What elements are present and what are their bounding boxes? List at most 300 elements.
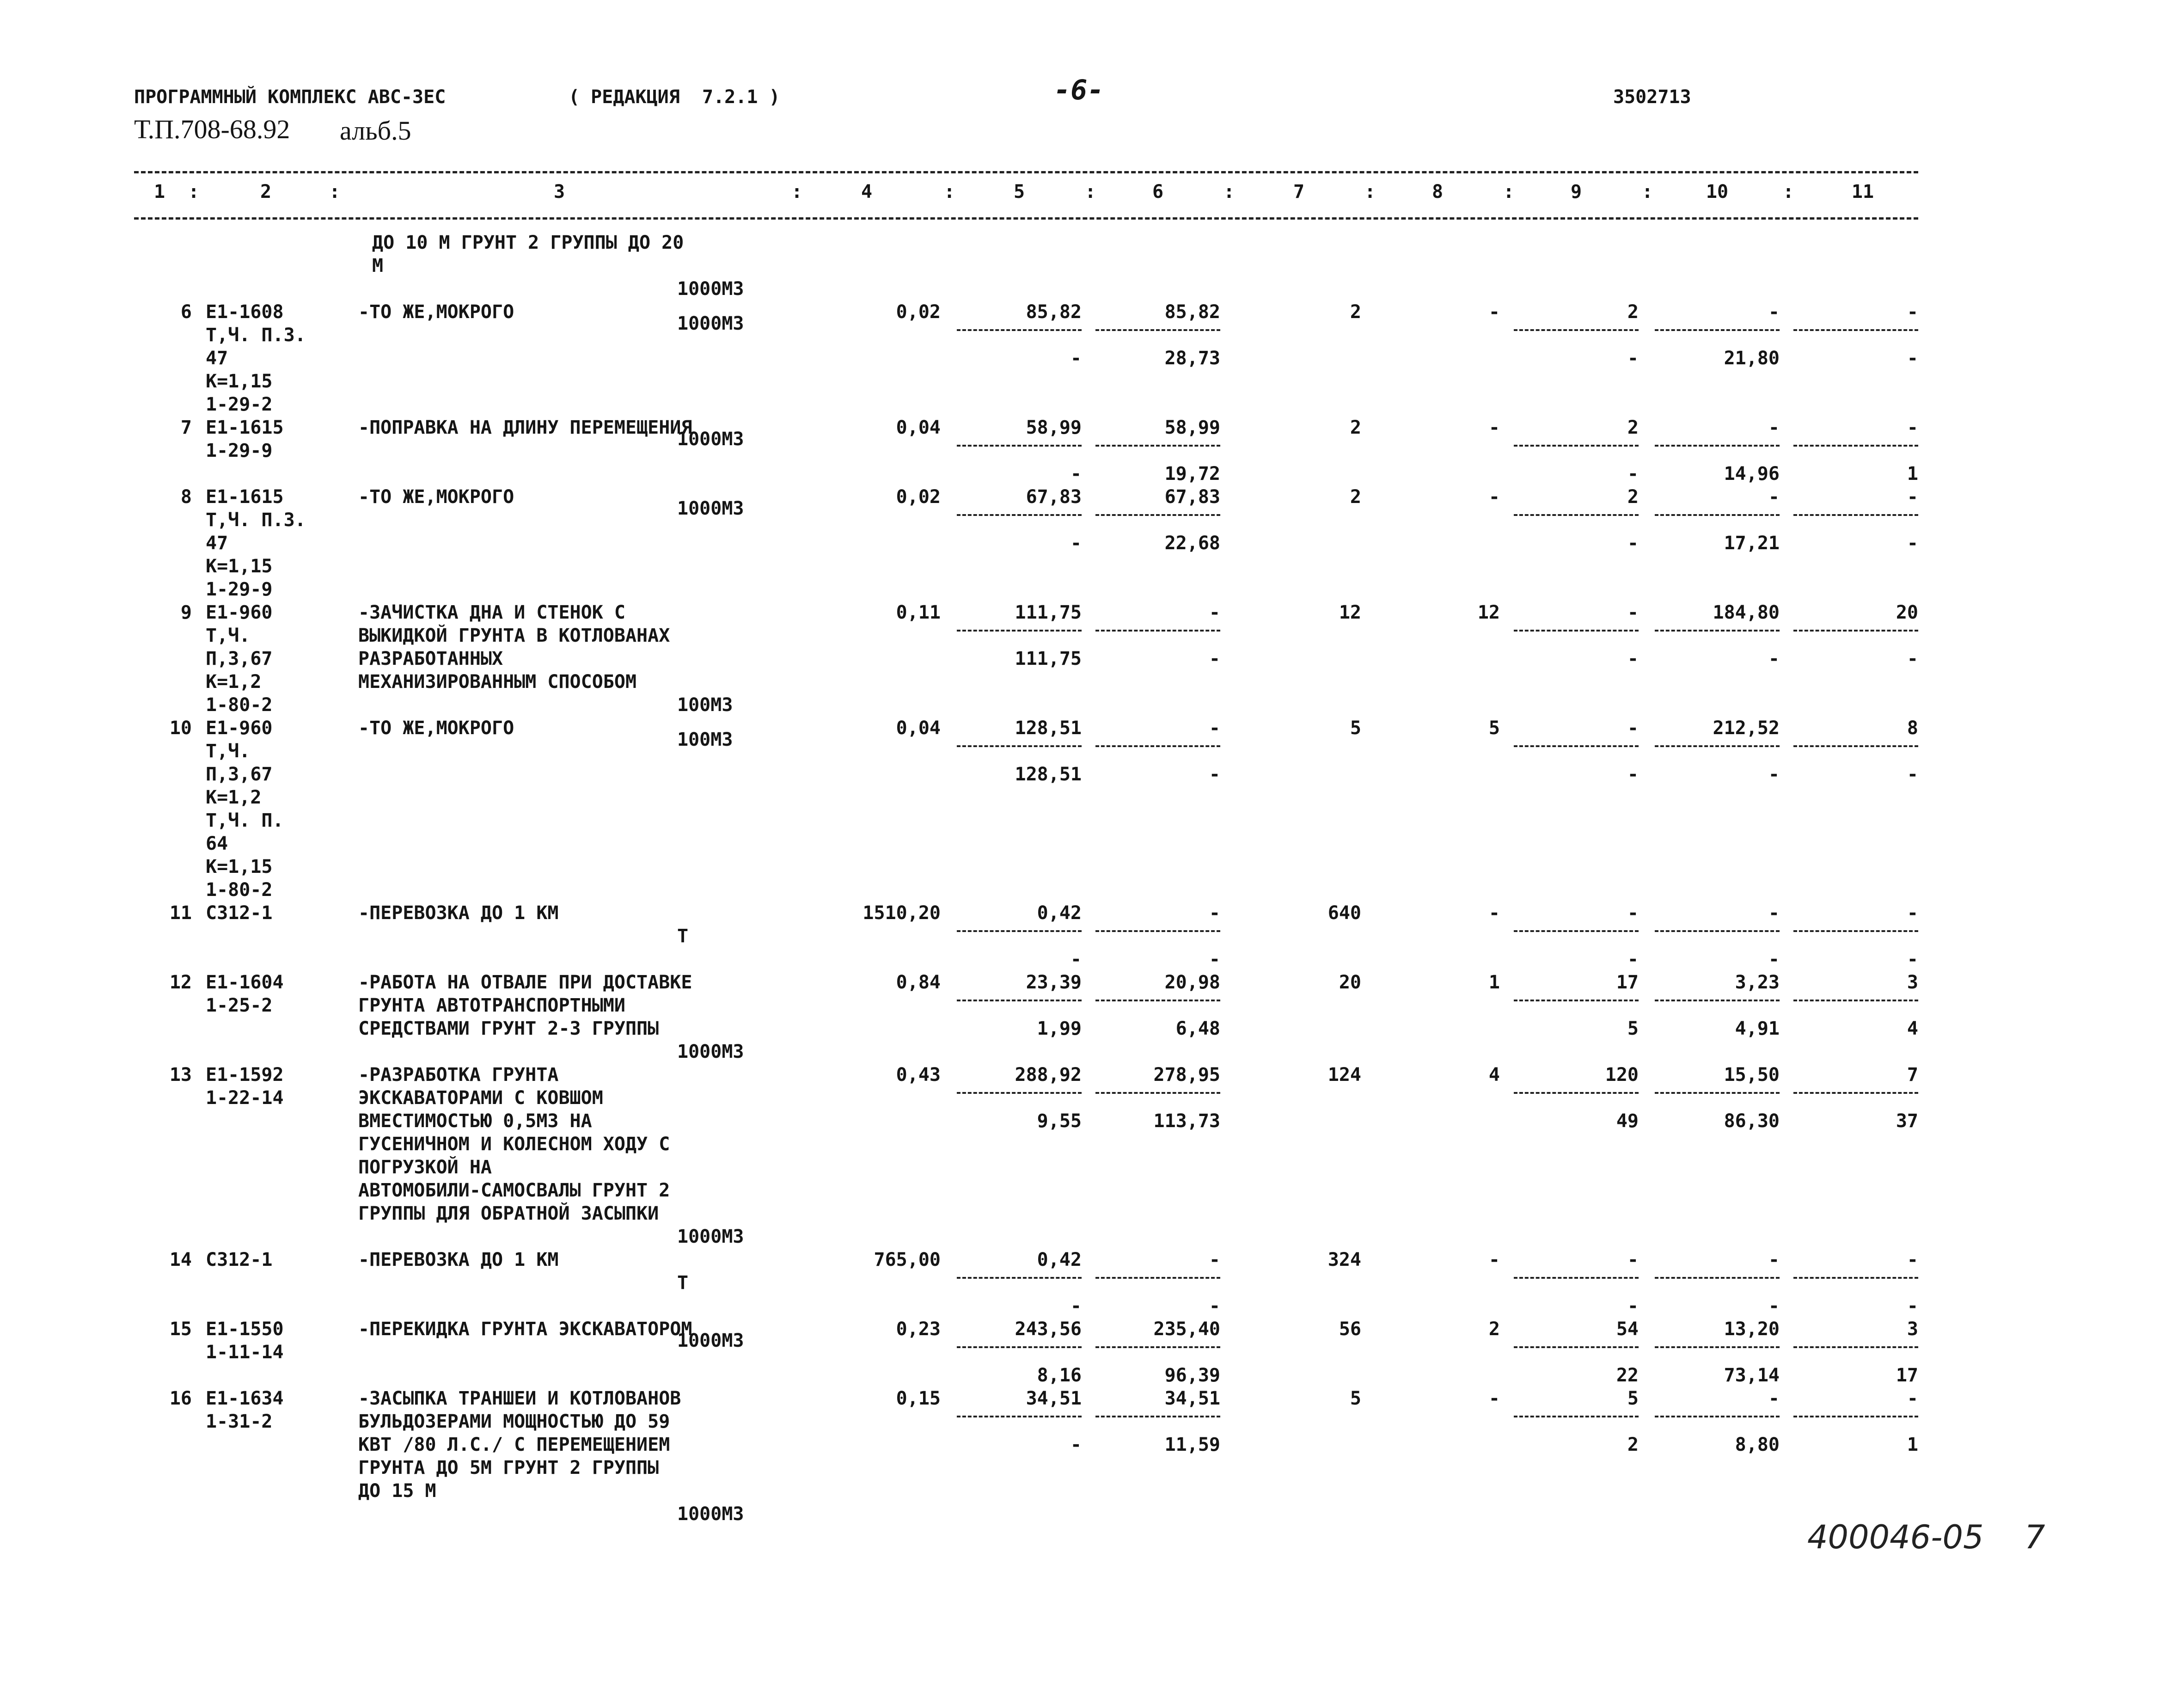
c11-lower-value: 1 [1907,1434,1918,1455]
c5-lower-value: 8,16 [1037,1365,1082,1386]
c5-lower-value: 9,55 [1037,1110,1082,1132]
unit-of-measure: 1000М3 [677,1226,744,1247]
row-number: 12 [169,972,192,993]
norm-code: Е1-1550 [206,1319,284,1340]
quantity: 0,84 [896,972,941,993]
work-description: ГУСЕНИЧНОМ И КОЛЕСНОМ ХОДУ С [358,1134,670,1155]
col-7-value: 2 [1350,301,1361,323]
c10-divider [1655,514,1780,516]
c10-lower-value: 73,14 [1724,1365,1780,1386]
album-label: альб.5 [340,116,411,146]
c5-upper-value: 23,39 [1026,972,1082,993]
c11-upper-value: 3 [1907,1319,1918,1340]
norm-code: 1-29-9 [206,579,273,600]
norm-code: 1-31-2 [206,1411,273,1432]
c6-divider [1095,1000,1220,1001]
c10-upper-value: 212,52 [1713,718,1780,739]
c5-divider [957,1416,1082,1417]
col-7-value: 12 [1339,602,1361,623]
column-separator: : [1783,181,1794,202]
norm-code: К=1,15 [206,856,273,877]
work-description: -ПОПРАВКА НА ДЛИНУ ПЕРЕМЕЩЕНИЯ [358,417,692,438]
c11-upper-value: 7 [1907,1064,1918,1086]
c9-lower-value: - [1627,764,1639,785]
continuation-unit: 1000М3 [677,278,744,300]
c10-lower-value: 21,80 [1724,348,1780,369]
c11-divider [1793,329,1918,331]
row-number: 7 [180,417,192,438]
work-description: КВТ /80 Л.С./ С ПЕРЕМЕЩЕНИЕМ [358,1434,670,1455]
norm-code: 1-29-2 [206,394,273,415]
c6-upper-value: - [1209,902,1220,924]
c11-upper-value: - [1907,417,1918,438]
norm-code: Е1-1615 [206,417,284,438]
c5-lower-value: - [1070,533,1082,554]
norm-code: 1-80-2 [206,879,273,901]
sheet-number: 7 [2025,1518,2045,1556]
norm-code: 1-11-14 [206,1342,284,1363]
work-description: -ТО ЖЕ,МОКРОГО [358,486,514,508]
program-title: ПРОГРАММНЫЙ КОМПЛЕКС АВС-ЗЕС [134,86,446,108]
c6-upper-value: 20,98 [1164,972,1220,993]
work-description: ВМЕСТИМОСТЬЮ 0,5М3 НА [358,1110,592,1132]
c11-upper-value: 20 [1896,602,1918,623]
c9-lower-value: 49 [1616,1110,1639,1132]
c5-lower-value: - [1070,1295,1082,1317]
c9-upper-value: - [1627,902,1639,924]
c5-lower-value: - [1070,949,1082,970]
c6-lower-value: 22,68 [1164,533,1220,554]
row-number: 9 [180,602,192,623]
c9-divider [1514,930,1639,932]
c10-divider [1655,329,1780,331]
c11-divider [1793,630,1918,632]
c6-lower-value: - [1209,764,1220,785]
column-header-6: 6 [1152,181,1164,202]
c9-divider [1514,514,1639,516]
row-number: 14 [169,1249,192,1270]
work-description: -РАБОТА НА ОТВАЛЕ ПРИ ДОСТАВКЕ [358,972,692,993]
c6-lower-value: 113,73 [1153,1110,1220,1132]
c10-upper-value: 15,50 [1724,1064,1780,1086]
norm-code: 47 [206,348,228,369]
norm-code: Т,Ч. П. [206,810,284,831]
norm-code: 1-80-2 [206,694,273,716]
c6-lower-value: - [1209,949,1220,970]
work-description: -ТО ЖЕ,МОКРОГО [358,718,514,739]
c5-lower-value: - [1070,1434,1082,1455]
c10-divider [1655,1416,1780,1417]
norm-code: 47 [206,533,228,554]
c10-divider [1655,1346,1780,1348]
unit-of-measure: Т [677,1272,689,1294]
c6-divider [1095,1092,1220,1094]
row-number: 11 [169,902,192,924]
c9-lower-value: - [1627,648,1639,669]
c5-upper-value: 67,83 [1026,486,1082,508]
c6-upper-value: 235,40 [1153,1319,1220,1340]
norm-code: Е1-1634 [206,1388,284,1409]
col-8-value: 1 [1488,972,1500,993]
c5-divider [957,445,1082,447]
c9-divider [1514,1092,1639,1094]
c5-upper-value: 243,56 [1015,1319,1082,1340]
c9-upper-value: 5 [1627,1388,1639,1409]
c10-upper-value: - [1768,486,1780,508]
norm-code: Е1-1592 [206,1064,284,1086]
column-header-8: 8 [1432,181,1444,202]
col-7-value: 5 [1350,1388,1361,1409]
c9-lower-value: 22 [1616,1365,1639,1386]
c6-upper-value: - [1209,1249,1220,1270]
c6-lower-value: 11,59 [1164,1434,1220,1455]
c6-divider [1095,745,1220,747]
c9-upper-value: 17 [1616,972,1639,993]
c10-upper-value: 13,20 [1724,1319,1780,1340]
col-8-value: 2 [1488,1319,1500,1340]
column-separator: : [1642,181,1653,202]
c10-lower-value: 4,91 [1735,1018,1780,1039]
c11-divider [1793,445,1918,447]
c11-upper-value: - [1907,1388,1918,1409]
c9-lower-value: 5 [1627,1018,1639,1039]
c5-divider [957,1277,1082,1279]
quantity: 0,04 [896,417,941,438]
column-header-7: 7 [1293,181,1305,202]
document-code: 3502713 [1613,86,1691,108]
norm-code: 1-22-14 [206,1087,284,1109]
c10-divider [1655,445,1780,447]
norm-code: Т,Ч. П.3. [206,325,306,346]
quantity: 0,43 [896,1064,941,1086]
c5-divider [957,1092,1082,1094]
c11-divider [1793,1277,1918,1279]
work-description: РАЗРАБОТАННЫХ [358,648,503,669]
c9-upper-value: - [1627,718,1639,739]
c10-upper-value: - [1768,902,1780,924]
work-description: -ПЕРЕВОЗКА ДО 1 КМ [358,902,559,924]
column-header-1: 1 [153,181,165,202]
work-description: БУЛЬДОЗЕРАМИ МОЩНОСТЬЮ ДО 59 [358,1411,670,1432]
c11-lower-value: 17 [1896,1365,1918,1386]
c11-lower-value: - [1907,533,1918,554]
col-7-value: 56 [1339,1319,1361,1340]
column-separator: : [791,181,803,202]
c5-upper-value: 34,51 [1026,1388,1082,1409]
row-number: 13 [169,1064,192,1086]
c10-divider [1655,1000,1780,1001]
c9-divider [1514,1000,1639,1001]
c10-upper-value: - [1768,417,1780,438]
c6-upper-value: 34,51 [1164,1388,1220,1409]
col-7-value: 640 [1328,902,1361,924]
c6-lower-value: - [1209,648,1220,669]
norm-code: Т,Ч. П.3. [206,509,306,531]
c11-upper-value: 8 [1907,718,1918,739]
page-number: -6- [1054,74,1104,106]
column-separator: : [944,181,955,202]
c5-divider [957,630,1082,632]
inventory-stamp: 400046-05 [1807,1518,1984,1556]
c10-upper-value: 3,23 [1735,972,1780,993]
norm-code: П,3,67 [206,764,273,785]
row-number: 6 [180,301,192,323]
row-number: 10 [169,718,192,739]
c5-divider [957,514,1082,516]
quantity: 765,00 [874,1249,941,1270]
c9-divider [1514,745,1639,747]
c5-lower-value: 128,51 [1015,764,1082,785]
work-description: ДО 15 М [358,1480,436,1502]
c10-lower-value: - [1768,764,1780,785]
c9-upper-value: 54 [1616,1319,1639,1340]
quantity: 1510,20 [863,902,941,924]
col-7-value: 124 [1328,1064,1361,1086]
unit-of-measure: 1000М3 [677,1041,744,1062]
norm-code: Е1-1608 [206,301,284,323]
column-separator: : [1224,181,1235,202]
c5-upper-value: 288,92 [1015,1064,1082,1086]
c10-divider [1655,1277,1780,1279]
col-7-value: 5 [1350,718,1361,739]
c5-upper-value: 85,82 [1026,301,1082,323]
continuation-line-2: М [372,255,384,276]
norm-code: Е1-1604 [206,972,284,993]
c6-upper-value: 278,95 [1153,1064,1220,1086]
c5-divider [957,1346,1082,1348]
column-header-2: 2 [260,181,272,202]
c9-upper-value: 120 [1605,1064,1639,1086]
c11-upper-value: - [1907,301,1918,323]
c9-lower-value: - [1627,533,1639,554]
work-description: ПОГРУЗКОЙ НА [358,1157,492,1178]
col-8-value: - [1488,301,1500,323]
work-description: ЭКСКАВАТОРАМИ С КОВШОМ [358,1087,603,1109]
unit-of-measure: 1000М3 [677,429,744,450]
c9-lower-value: - [1627,348,1639,369]
c6-divider [1095,1346,1220,1348]
col-8-value: - [1488,1388,1500,1409]
c5-lower-value: 1,99 [1037,1018,1082,1039]
c6-lower-value: 19,72 [1164,463,1220,485]
c6-divider [1095,930,1220,932]
c9-lower-value: 2 [1627,1434,1639,1455]
work-description: МЕХАНИЗИРОВАННЫМ СПОСОБОМ [358,671,637,693]
norm-code: Е1-1615 [206,486,284,508]
c11-lower-value: - [1907,648,1918,669]
c6-upper-value: 58,99 [1164,417,1220,438]
norm-code: К=1,15 [206,371,273,392]
c11-lower-value: - [1907,949,1918,970]
c10-divider [1655,745,1780,747]
column-header-3: 3 [553,181,565,202]
c5-divider [957,1000,1082,1001]
column-separator: : [1085,181,1096,202]
col-8-value: - [1488,902,1500,924]
quantity: 0,04 [896,718,941,739]
norm-code: 1-29-9 [206,440,273,461]
column-header-5: 5 [1013,181,1025,202]
col-8-value: 12 [1477,602,1500,623]
quantity: 0,23 [896,1319,941,1340]
c11-lower-value: 37 [1896,1110,1918,1132]
work-description: -ТО ЖЕ,МОКРОГО [358,301,514,323]
c5-upper-value: 0,42 [1037,902,1082,924]
c5-upper-value: 111,75 [1015,602,1082,623]
c9-divider [1514,1277,1639,1279]
c9-lower-value: - [1627,949,1639,970]
unit-of-measure: 1000М3 [677,1330,744,1351]
norm-code: 64 [206,833,228,854]
c5-lower-value: - [1070,463,1082,485]
work-description: ГРУППЫ ДЛЯ ОБРАТНОЙ ЗАСЫПКИ [358,1203,659,1224]
c5-upper-value: 0,42 [1037,1249,1082,1270]
work-description: -РАЗРАБОТКА ГРУНТА [358,1064,559,1086]
c10-lower-value: - [1768,949,1780,970]
column-separator: : [329,181,341,202]
c11-upper-value: - [1907,486,1918,508]
c5-divider [957,329,1082,331]
work-description: ВЫКИДКОЙ ГРУНТА В КОТЛОВАНАХ [358,625,670,646]
unit-of-measure: 100М3 [677,729,733,750]
c9-divider [1514,630,1639,632]
c9-upper-value: 2 [1627,417,1639,438]
work-description: АВТОМОБИЛИ-САМОСВАЛЫ ГРУНТ 2 [358,1180,670,1201]
work-description: -ЗАСЫПКА ТРАНШЕИ И КОТЛОВАНОВ [358,1388,681,1409]
unit-of-measure: 1000М3 [677,498,744,519]
c5-lower-value: 111,75 [1015,648,1082,669]
continuation-line-1: ДО 10 М ГРУНТ 2 ГРУППЫ ДО 20 [372,232,684,253]
work-description: СРЕДСТВАМИ ГРУНТ 2-3 ГРУППЫ [358,1018,659,1039]
quantity: 0,02 [896,486,941,508]
col-7-value: 324 [1328,1249,1361,1270]
column-header-4: 4 [861,181,873,202]
c10-divider [1655,1092,1780,1094]
c11-upper-value: - [1907,902,1918,924]
unit-of-measure: 1000М3 [677,313,744,334]
c6-upper-value: 67,83 [1164,486,1220,508]
c10-lower-value: 17,21 [1724,533,1780,554]
unit-of-measure: Т [677,926,689,947]
work-description: ГРУНТА АВТОТРАНСПОРТНЫМИ [358,995,625,1016]
c10-divider [1655,930,1780,932]
c5-upper-value: 128,51 [1015,718,1082,739]
c10-lower-value: - [1768,1295,1780,1317]
norm-code: Е1-960 [206,718,273,739]
c11-lower-value: 1 [1907,463,1918,485]
c6-upper-value: 85,82 [1164,301,1220,323]
norm-code: Т,Ч. [206,741,251,762]
c5-divider [957,930,1082,932]
c10-upper-value: - [1768,1249,1780,1270]
c6-lower-value: 28,73 [1164,348,1220,369]
c10-lower-value: 86,30 [1724,1110,1780,1132]
norm-code: К=1,2 [206,671,262,693]
header-bottom-rule [134,217,1918,220]
c9-lower-value: - [1627,463,1639,485]
c11-divider [1793,514,1918,516]
c9-lower-value: - [1627,1295,1639,1317]
unit-of-measure: 1000М3 [677,1503,744,1525]
c10-lower-value: - [1768,648,1780,669]
c11-divider [1793,930,1918,932]
c11-divider [1793,745,1918,747]
quantity: 0,15 [896,1388,941,1409]
col-8-value: - [1488,417,1500,438]
column-header-10: 10 [1706,181,1729,202]
c10-upper-value: - [1768,301,1780,323]
work-description: -ЗАЧИСТКА ДНА И СТЕНОК С [358,602,625,623]
col-7-value: 20 [1339,972,1361,993]
c6-divider [1095,630,1220,632]
c10-lower-value: 8,80 [1735,1434,1780,1455]
column-separator: : [188,181,200,202]
c6-lower-value: 96,39 [1164,1365,1220,1386]
edition-label: ( РЕДАКЦИЯ 7.2.1 ) [569,86,780,108]
col-8-value: 5 [1488,718,1500,739]
c9-divider [1514,1416,1639,1417]
row-number: 16 [169,1388,192,1409]
c10-divider [1655,630,1780,632]
c11-upper-value: 3 [1907,972,1918,993]
c9-divider [1514,445,1639,447]
c11-divider [1793,1000,1918,1001]
c10-upper-value: - [1768,1388,1780,1409]
norm-code: Т,Ч. [206,625,251,646]
col-7-value: 2 [1350,417,1361,438]
col-8-value: 4 [1488,1064,1500,1086]
header-top-rule [134,171,1918,173]
norm-code: Е1-960 [206,602,273,623]
norm-code: К=1,15 [206,556,273,577]
c5-lower-value: - [1070,348,1082,369]
work-description: ГРУНТА ДО 5М ГРУНТ 2 ГРУППЫ [358,1457,659,1478]
column-header-11: 11 [1851,181,1874,202]
c11-lower-value: - [1907,764,1918,785]
c11-divider [1793,1346,1918,1348]
norm-code: С312-1 [206,902,273,924]
c10-lower-value: 14,96 [1724,463,1780,485]
work-description: -ПЕРЕКИДКА ГРУНТА ЭКСКАВАТОРОМ [358,1319,692,1340]
norm-code: К=1,2 [206,787,262,808]
work-description: -ПЕРЕВОЗКА ДО 1 КМ [358,1249,559,1270]
col-8-value: - [1488,486,1500,508]
col-8-value: - [1488,1249,1500,1270]
c11-divider [1793,1416,1918,1417]
c6-divider [1095,1416,1220,1417]
c6-divider [1095,329,1220,331]
column-separator: : [1364,181,1376,202]
c11-lower-value: - [1907,1295,1918,1317]
column-header-9: 9 [1570,181,1582,202]
c6-lower-value: - [1209,1295,1220,1317]
row-number: 8 [180,486,192,508]
column-separator: : [1503,181,1515,202]
norm-code: С312-1 [206,1249,273,1270]
row-number: 15 [169,1319,192,1340]
c9-divider [1514,1346,1639,1348]
c9-divider [1514,329,1639,331]
c9-upper-value: 2 [1627,486,1639,508]
c6-lower-value: 6,48 [1175,1018,1220,1039]
c6-divider [1095,1277,1220,1279]
quantity: 0,11 [896,602,941,623]
c11-upper-value: - [1907,1249,1918,1270]
c5-upper-value: 58,99 [1026,417,1082,438]
norm-code: 1-25-2 [206,995,273,1016]
c11-lower-value: 4 [1907,1018,1918,1039]
unit-of-measure: 100М3 [677,694,733,716]
